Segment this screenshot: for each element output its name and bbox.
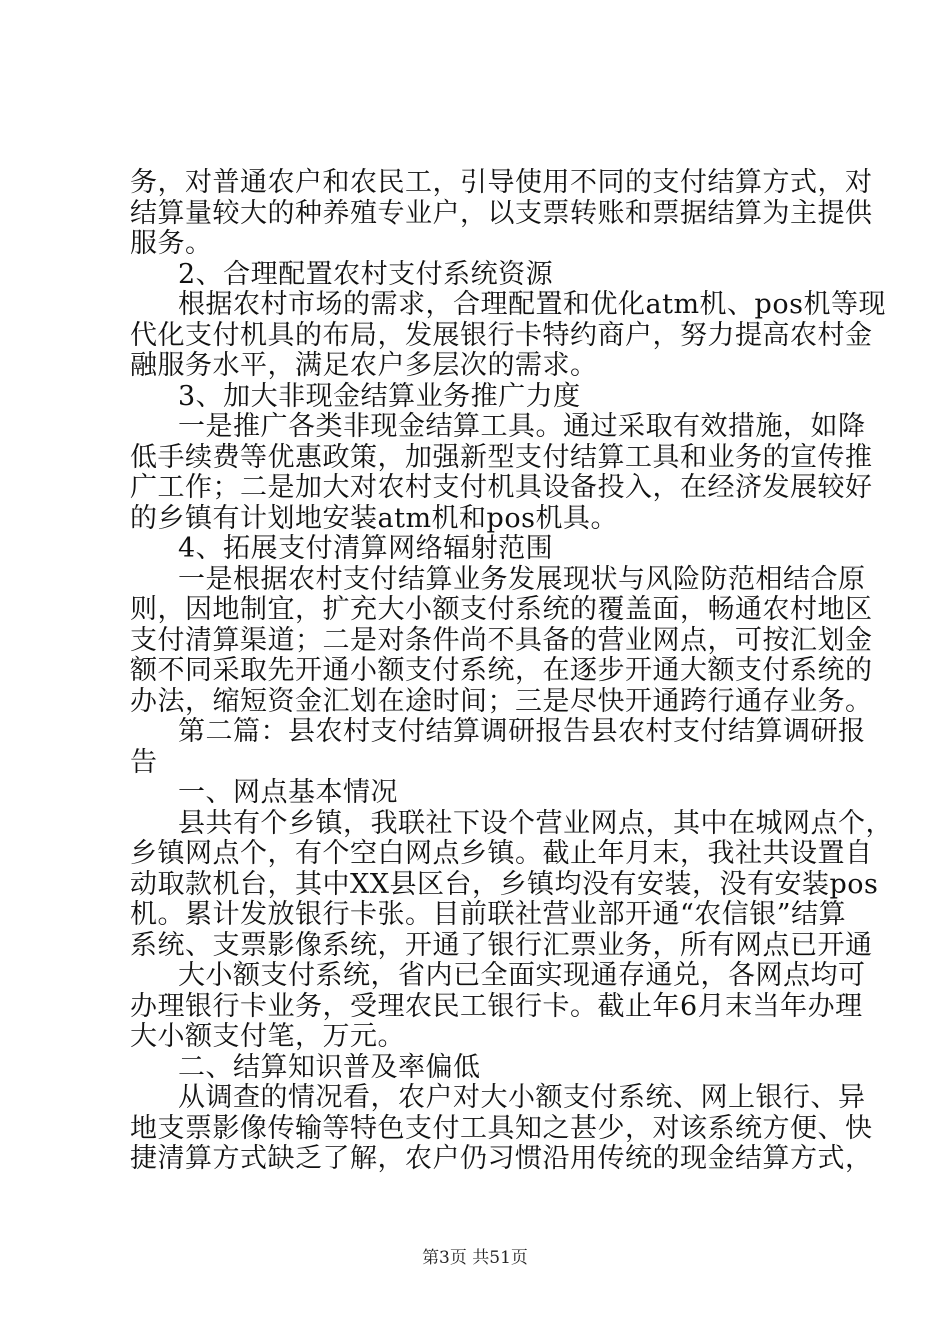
text-line: 则，因地制宜，扩充大小额支付系统的覆盖面，畅通农村地区 — [130, 594, 873, 625]
text-line: 融服务水平，满足农户多层次的需求。 — [130, 350, 598, 381]
text-line: 一、网点基本情况 — [178, 777, 398, 808]
text-line: 结算量较大的种养殖专业户，以支票转账和票据结算为主提供 — [130, 197, 873, 229]
page-footer: 第3页 共51页 — [422, 1248, 528, 1268]
text-line: 二、结算知识普及率偏低 — [178, 1051, 481, 1083]
text-line: 告 — [130, 746, 158, 778]
text-line: 大小额支付笔，万元。 — [130, 1021, 405, 1052]
body-text — [130, 167, 893, 1175]
text-line: 务，对普通农户和农民工，引导使用不同的支付结算方式，对 — [130, 167, 873, 198]
text-line: 广工作；二是加大对农村支付机具设备投入，在经济发展较好 — [130, 472, 873, 503]
text-line: 从调查的情况看，农户对大小额支付系统、网上银行、异 — [178, 1082, 866, 1113]
text-line: 一是推广各类非现金结算工具。通过采取有效措施，如降 — [178, 411, 866, 442]
text-line: 代化支付机具的布局，发展银行卡特约商户，努力提高农村金 — [130, 319, 873, 351]
text-line: 系统、支票影像系统，开通了银行汇票业务，所有网点已开通 — [130, 929, 873, 961]
text-line: 一是根据农村支付结算业务发展现状与风险防范相结合原 — [178, 563, 866, 595]
text-line: 第二篇：县农村支付结算调研报告县农村支付结算调研报 — [178, 716, 866, 747]
text-line: 办理银行卡业务，受理农民工银行卡。截止年6月末当年办理 — [130, 990, 863, 1022]
text-line: 根据农村市场的需求，合理配置和优化atm机、pos机等现 — [178, 289, 886, 320]
text-line: 的乡镇有计划地安装atm机和pos机具。 — [130, 502, 618, 534]
text-line: 动取款机台，其中XX县区台，乡镇均没有安装，没有安装pos — [130, 868, 879, 900]
text-line: 捷清算方式缺乏了解，农户仍习惯沿用传统的现金结算方式， — [130, 1143, 873, 1174]
text-line: 机。累计发放银行卡张。目前联社营业部开通“农信银”结算 — [130, 899, 847, 930]
text-line: 2、合理配置农村支付系统资源 — [178, 258, 554, 290]
text-line: 4、拓展支付清算网络辐射范围 — [178, 533, 554, 564]
text-line: 低手续费等优惠政策，加强新型支付结算工具和业务的宣传推 — [130, 441, 873, 473]
text-line: 地支票影像传输等特色支付工具知之甚少，对该系统方便、快 — [130, 1112, 873, 1144]
text-line: 县共有个乡镇，我联社下设个营业网点，其中在城网点个， — [178, 807, 893, 839]
text-line: 服务。 — [130, 228, 213, 259]
text-line: 大小额支付系统，省内已全面实现通存通兑，各网点均可 — [178, 960, 866, 991]
text-line: 额不同采取先开通小额支付系统，在逐步开通大额支付系统的 — [130, 655, 873, 686]
text-line: 3、加大非现金结算业务推广力度 — [178, 380, 581, 412]
text-line: 办法，缩短资金汇划在途时间；三是尽快开通跨行通存业务。 — [130, 685, 873, 717]
text-line: 支付清算渠道；二是对条件尚不具备的营业网点，可按汇划金 — [130, 624, 873, 656]
text-line: 乡镇网点个，有个空白网点乡镇。截止年月末，我社共设置自 — [130, 838, 873, 869]
